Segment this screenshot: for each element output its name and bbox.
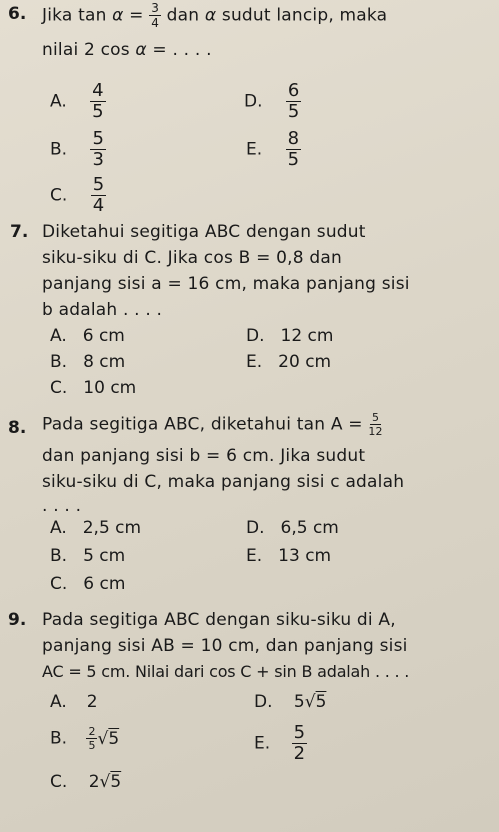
q6-text-b: dan xyxy=(161,5,205,26)
q6-option-d: D. $\frac{6}{5}$ xyxy=(244,80,300,122)
q8-option-a: A. 2,5 cm xyxy=(50,518,142,538)
q6-text-a: Jika tan xyxy=(42,5,113,26)
q6-alpha-2: α xyxy=(204,5,217,26)
q6-option-d-fraction: $\frac{6}{5}$ xyxy=(287,80,300,122)
q7-line2: siku-siku di C. Jika cos B = 0,8 dan xyxy=(42,248,342,268)
q9-option-d-sqrt: √5 xyxy=(304,692,327,712)
q7-option-b: B. 8 cm xyxy=(50,352,126,372)
q7-option-d: D. 12 cm xyxy=(246,326,334,346)
q9-option-e-fraction: $\frac{5}{2}$ xyxy=(293,722,306,764)
q6-option-c: C. $\frac{5}{4}$ xyxy=(50,174,105,216)
q6-option-e: E. $\frac{8}{5}$ xyxy=(246,128,300,170)
q8-fraction: $\frac{5}{12}$ xyxy=(368,411,383,438)
q8-line1: Pada segitiga ABC, diketahui tan A = $\frac{5}{12}$ xyxy=(42,411,383,438)
q6-line2: nilai 2 cos α = . . . . xyxy=(42,40,212,60)
q6-alpha: α xyxy=(112,5,124,26)
q7-option-c: C. 10 cm xyxy=(50,378,137,398)
q9-option-e: E. $\frac{5}{2}$ xyxy=(254,722,306,764)
q8-line2: dan panjang sisi b = 6 cm. Jika sudut xyxy=(42,446,366,466)
q9-option-c-sqrt: √5 xyxy=(99,772,122,792)
q7-option-a: A. 6 cm xyxy=(50,326,125,346)
q8-number: 8. xyxy=(8,418,27,438)
q8-option-e: E. 13 cm xyxy=(246,546,332,566)
q6-option-e-fraction: $\frac{8}{5}$ xyxy=(287,128,300,170)
q7-line3: panjang sisi a = 16 cm, maka panjang sisi xyxy=(42,274,410,294)
q6-number: 6. xyxy=(8,4,27,24)
q6-text-c: sudut lancip, maka xyxy=(216,5,388,26)
q7-line4: b adalah . . . . xyxy=(42,300,163,320)
q6-option-a: A. $\frac{4}{5}$ xyxy=(50,80,104,122)
q9-line3: AC = 5 cm. Nilai dari cos C + sin B adalah . . . . xyxy=(42,662,410,681)
q9-option-b: B. $\frac{2}{5}$ √5 xyxy=(50,725,120,752)
q9-line1: Pada segitiga ABC dengan siku-siku di A, xyxy=(42,610,396,630)
q9-option-b-sqrt: √5 xyxy=(97,728,120,749)
q8-line3: siku-siku di C, maka panjang sisi c adalah xyxy=(42,472,405,492)
q7-number: 7. xyxy=(10,222,29,242)
q9-option-c: C. 2√5 xyxy=(50,772,122,792)
q8-option-b: B. 5 cm xyxy=(50,546,126,566)
q8-line4: . . . . xyxy=(42,496,82,516)
q8-option-d: D. 6,5 cm xyxy=(246,518,339,538)
q8-option-c: C. 6 cm xyxy=(50,574,126,594)
q9-option-a: A. 2 xyxy=(50,692,98,712)
q6-option-a-fraction: $\frac{4}{5}$ xyxy=(92,80,104,122)
q9-option-d: D. 5√5 xyxy=(254,692,327,712)
q6-line1 xyxy=(42,2,387,29)
q6-option-b-fraction: $\frac{5}{3}$ xyxy=(92,128,104,170)
q7-line1: Diketahui segitiga ABC dengan sudut xyxy=(42,222,366,242)
q6-option-b: B. $\frac{5}{3}$ xyxy=(50,128,104,170)
q7-option-e: E. 20 cm xyxy=(246,352,332,372)
q9-option-b-fraction: $\frac{2}{5}$ xyxy=(88,725,96,752)
q9-number: 9. xyxy=(8,610,27,630)
q9-line2: panjang sisi AB = 10 cm, dan panjang sisi xyxy=(42,636,408,656)
q6-option-c-fraction: $\frac{5}{4}$ xyxy=(92,174,105,216)
q6-eq: = xyxy=(123,5,150,26)
q6-fraction: $\frac{3}{4}$ xyxy=(151,1,160,30)
